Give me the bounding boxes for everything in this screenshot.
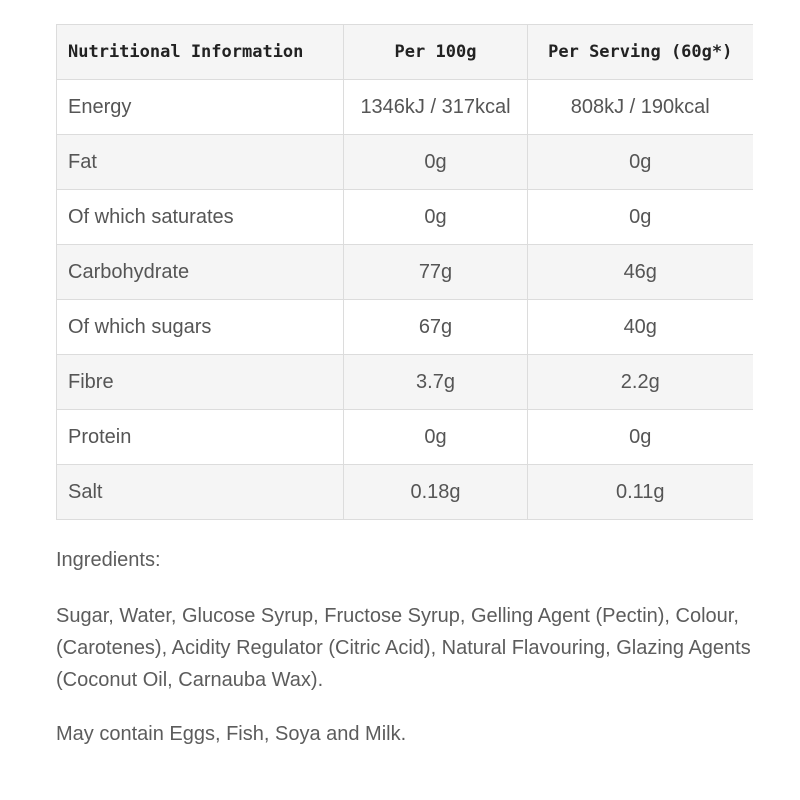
ingredients-section [56, 544, 756, 750]
allergen-warning: May contain Eggs, Fish, Soya and Milk. [56, 723, 407, 745]
header-nutritional-information: Nutritional Information [57, 25, 344, 80]
nutrition-table [56, 24, 753, 520]
table-row [57, 190, 753, 245]
row-per-100g: 3.7g [344, 355, 528, 410]
row-per-serving: 0g [528, 135, 753, 190]
row-per-serving: 0g [528, 190, 753, 245]
row-label: Carbohydrate [57, 245, 344, 300]
table-row [57, 245, 753, 300]
header-per-serving: Per Serving (60g*) [528, 25, 753, 80]
table-row [57, 135, 753, 190]
row-label: Of which sugars [57, 300, 344, 355]
row-per-100g: 0g [344, 190, 528, 245]
table-header-row [57, 25, 753, 80]
row-per-serving: 46g [528, 245, 753, 300]
table-row [57, 465, 753, 520]
nutrition-table-container [56, 24, 752, 520]
row-per-100g: 1346kJ / 317kcal [344, 80, 528, 135]
header-per-100g: Per 100g [344, 25, 528, 80]
row-per-serving: 2.2g [528, 355, 753, 410]
row-label: Fibre [57, 355, 344, 410]
row-per-serving: 0g [528, 410, 753, 465]
row-per-serving: 0.11g [528, 465, 753, 520]
ingredients-text: Sugar, Water, Glucose Syrup, Fructose Syrup, Gelling Agent (Pectin), Colour, (Carotenes), Acidity Regulator (Citric Acid), Natural Flavouring, Glazing Agents (Coconut Oil, Carnauba Wax). [56, 605, 751, 691]
table-row [57, 355, 753, 410]
table-row [57, 80, 753, 135]
row-per-100g: 77g [344, 245, 528, 300]
row-label: Salt [57, 465, 344, 520]
row-per-100g: 67g [344, 300, 528, 355]
row-label: Fat [57, 135, 344, 190]
row-per-100g: 0g [344, 135, 528, 190]
row-per-100g: 0.18g [344, 465, 528, 520]
row-per-serving: 808kJ / 190kcal [528, 80, 753, 135]
row-label: Protein [57, 410, 344, 465]
table-row [57, 410, 753, 465]
row-label: Of which saturates [57, 190, 344, 245]
row-per-serving: 40g [528, 300, 753, 355]
table-row [57, 300, 753, 355]
row-label: Energy [57, 80, 344, 135]
ingredients-title: Ingredients: [56, 549, 161, 571]
row-per-100g: 0g [344, 410, 528, 465]
